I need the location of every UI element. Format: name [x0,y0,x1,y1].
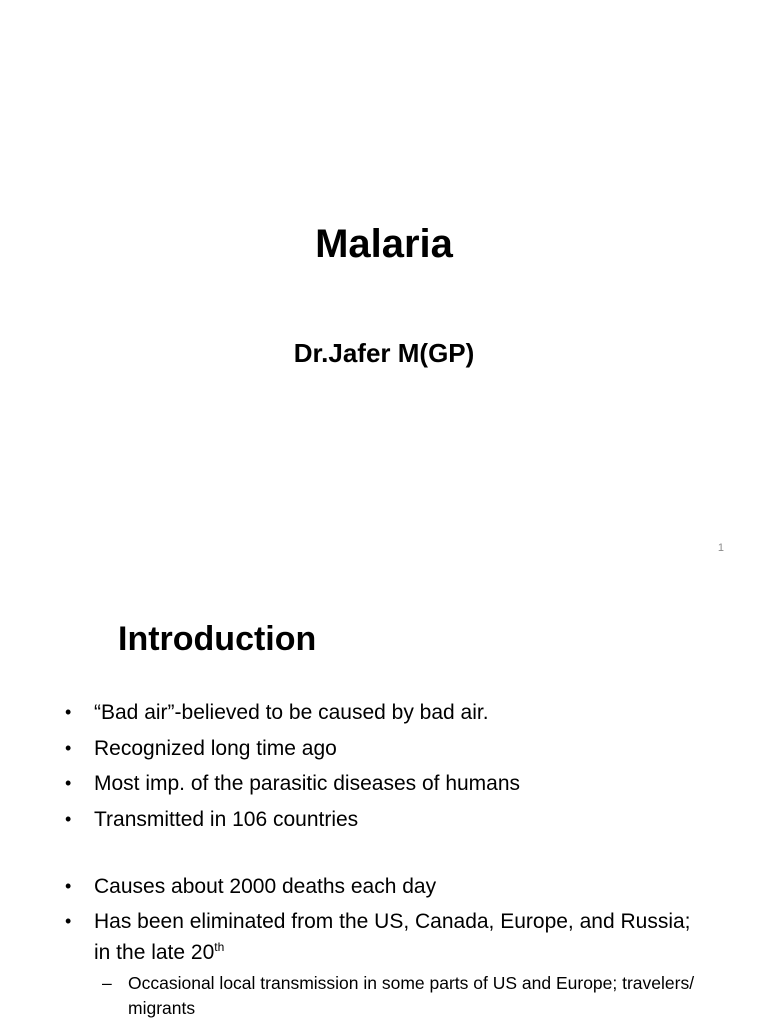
list-item [62,906,702,1021]
bullet-text: Transmitted in 106 countries [94,807,359,831]
bullet-icon: • [65,911,72,931]
bullet-text: Has been eliminated from the US, Canada, Europe, and Russia; in the late 20 [94,910,691,964]
presenter-name: Dr.Jafer M(GP) [293,338,475,368]
superscript-th: th [214,940,225,954]
dash-icon: – [102,973,112,993]
sub-bullet-text: Occasional local transmission in some parts of US and Europe; travelers/ migrants [128,973,695,1018]
bullet-text: Most imp. of the parasitic diseases of humans [94,772,521,795]
list-item [62,733,702,764]
list-item [62,768,702,799]
bullet-icon: • [65,875,72,896]
list-item [62,697,702,728]
sub-list-item [94,971,702,1021]
list-item [62,871,702,902]
bullet-icon: • [65,773,72,793]
bullet-list [62,697,702,1024]
list-item [62,804,702,835]
slide-title: Introduction [118,620,317,658]
bullet-text: Recognized long time ago [94,736,337,760]
bullet-icon: • [65,702,72,722]
introduction-slide [0,576,768,1024]
bullet-icon: • [65,808,72,829]
bullet-text: Causes about 2000 deaths each day [94,874,437,898]
sub-bullet-list [94,971,702,1021]
presentation-title: Malaria [315,222,453,266]
bullet-icon: • [65,737,72,758]
slide-number: 1 [717,542,724,554]
bullet-text: “Bad air”-believed to be caused by bad air. [94,701,489,724]
